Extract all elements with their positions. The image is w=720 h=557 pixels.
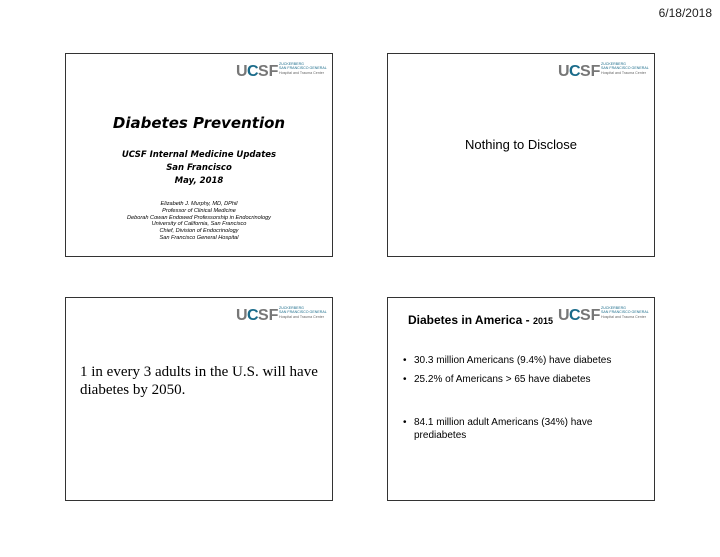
presentation-title: Diabetes Prevention [112, 114, 286, 132]
list-item [400, 354, 645, 367]
svg-text:C: C [247, 63, 259, 80]
ucsf-logo-icon [236, 60, 279, 80]
author-line: San Francisco General Hospital [159, 234, 239, 241]
ucsf-logo [558, 304, 648, 324]
author-line: Chief, Division of Endocrinology [159, 228, 239, 235]
svg-text:C: C [569, 307, 581, 324]
svg-text:U: U [558, 63, 570, 80]
svg-text:SF: SF [258, 63, 279, 80]
ucsf-logo [236, 304, 326, 324]
disclosure-text: Nothing to Disclose [465, 137, 577, 152]
logo-line2: SAN FRANCISCO GENERAL [601, 66, 649, 71]
presentation-subtitle [66, 149, 332, 188]
logo-line1: ZUCKERBERG [601, 62, 626, 66]
logo-line1: ZUCKERBERG [601, 306, 626, 310]
author-info [66, 201, 332, 242]
logo-line3: Hospital and Trauma Center [279, 314, 324, 319]
logo-text [601, 62, 649, 75]
svg-text:SF: SF [580, 63, 601, 80]
list-item [400, 373, 645, 386]
svg-text:SF: SF [258, 307, 279, 324]
logo-line1: ZUCKERBERG [279, 306, 304, 310]
bullet-icon: • [403, 355, 407, 366]
subtitle-line: San Francisco [166, 163, 232, 173]
logo-line2: SAN FRANCISCO GENERAL [601, 310, 649, 315]
ucsf-logo-icon [558, 304, 601, 324]
logo-text [601, 306, 649, 319]
list-item [400, 416, 645, 442]
author-line: University of California, San Francisco [151, 221, 247, 228]
bullet-icon: • [403, 374, 407, 385]
ucsf-logo-icon [236, 304, 279, 324]
author-line: Deborah Cowan Endowed Professorship in Endocrinology [127, 214, 271, 221]
svg-text:U: U [558, 307, 570, 324]
page-date: 6/18/2018 [658, 6, 712, 20]
subtitle-line: May, 2018 [174, 176, 224, 186]
logo-line3: Hospital and Trauma Center [279, 70, 324, 75]
subtitle-line: UCSF Internal Medicine Updates [121, 150, 277, 160]
bullet-text: 84.1 million adult Americans (34%) have prediabetes [414, 417, 593, 441]
svg-text:SF: SF [580, 307, 601, 324]
svg-text:U: U [236, 63, 248, 80]
logo-line2: SAN FRANCISCO GENERAL [279, 66, 327, 71]
bullet-icon: • [403, 417, 407, 428]
slide-2-disclosure [387, 53, 655, 257]
logo-line2: SAN FRANCISCO GENERAL [279, 310, 327, 315]
slide-1-title [65, 53, 333, 257]
bullet-text: 30.3 million Americans (9.4%) have diabetes [414, 355, 612, 366]
statistic-text: 1 in every 3 adults in the U.S. will have diabetes by 2050. [80, 364, 318, 398]
logo-line3: Hospital and Trauma Center [601, 314, 646, 319]
author-line: Elizabeth J. Murphy, MD, DPhil [160, 201, 238, 207]
slide-3-statistic [65, 297, 333, 501]
logo-text [279, 306, 327, 319]
bullet-list [400, 354, 645, 442]
svg-text:U: U [236, 307, 248, 324]
author-line: Professor of Clinical Medicine [162, 207, 236, 214]
slide-title [408, 313, 553, 327]
logo-line3: Hospital and Trauma Center [601, 70, 646, 75]
svg-text:C: C [569, 63, 581, 80]
slide-title-year: 2015 [532, 316, 553, 326]
ucsf-logo [236, 60, 326, 80]
bullet-text: 25.2% of Americans > 65 have diabetes [414, 374, 591, 385]
slide-4-diabetes-america [387, 297, 655, 501]
ucsf-logo [558, 60, 648, 80]
logo-line1: ZUCKERBERG [279, 62, 304, 66]
ucsf-logo-icon [558, 60, 601, 80]
slide-title-text: Diabetes in America - [408, 313, 533, 327]
logo-text [279, 62, 327, 75]
svg-text:C: C [247, 307, 259, 324]
